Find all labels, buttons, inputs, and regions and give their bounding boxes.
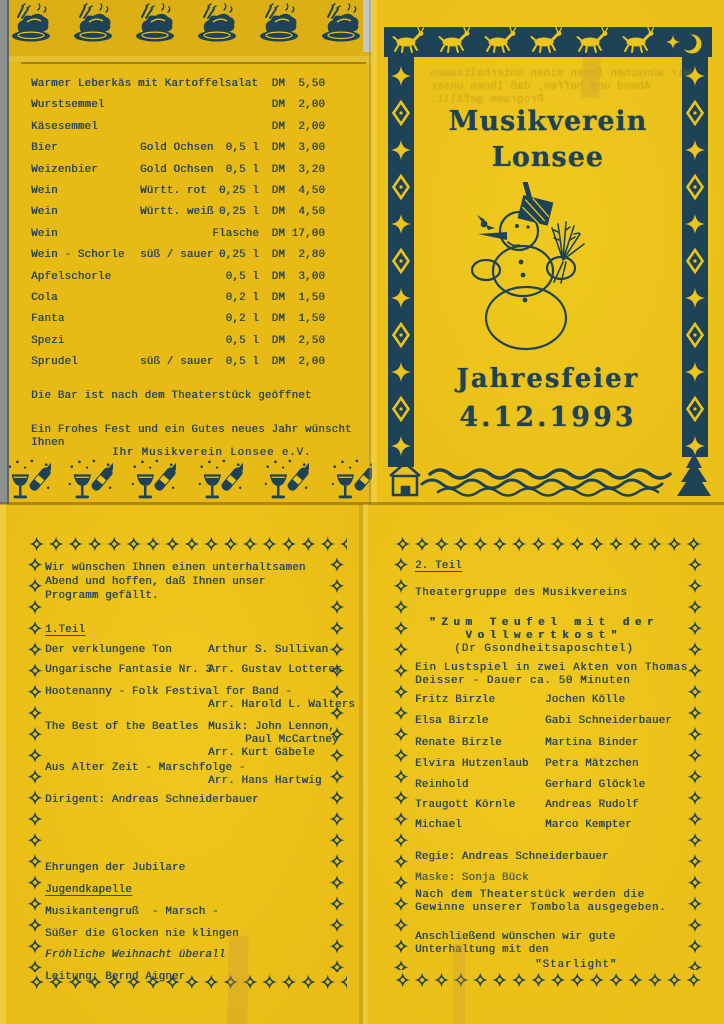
champagne-icon [330,459,372,504]
program1-page [0,504,362,1024]
conductor-line: Dirigent: Andreas Schneiderbauer [45,794,259,806]
menu-row: Sprudel süß / sauer 0,5 l DM 2,00 [31,356,325,368]
closing-line: Unterhaltung mit den [415,944,549,956]
cast-actor: Petra Mätzchen [545,758,639,770]
play-note: (Dr Gsondheitsaposchtel) [454,643,634,655]
piece-credit: Arr. Kurt Gäbele [208,747,315,759]
piece-credit: Arr. Hans Hartwig [208,775,322,787]
cast-actor: Martina Binder [545,737,639,749]
piece-credit: Arr. Gustav Lotterer [208,664,342,676]
piece-title: Hootenanny - Folk Festival for Band - [45,686,293,698]
intro-line: Abend und hoffen, daß Ihnen unser [45,576,266,588]
roast-turkey-icon [317,3,363,43]
menu-row: Warmer Leberkäs mit Kartoffelsalat DM 5,50 [31,78,325,90]
bleed-through-text: Wir wünschen Ihnen einen unterhaltsamen [430,68,691,80]
piece-title: Der verklungene Ton [45,644,172,656]
champagne-icon [9,459,51,504]
pot-hat [515,182,558,226]
piece-title: Aus Alter Zeit - Marschfolge - [45,762,246,774]
greeting-line1: Ein Frohes Fest und ein Gutes neues Jahr wünscht [31,424,352,436]
cast-role: Traugott Körnle [415,799,516,811]
piece-credit: Musik: John Lennon, [208,721,335,733]
cast-role: Elsa Birzle [415,715,489,727]
cover-title-line1: Musikverein [448,106,648,137]
roast-turkey-icon [255,3,301,43]
menu-row: Fanta 0,2 l DM 1,50 [31,313,325,325]
section-title: 2. Teil [415,560,462,572]
piece-credit: Arthur S. Sullivan [208,644,329,656]
cast-actor: Gerhard Glöckle [545,779,646,791]
cover-date: 4.12.1993 [459,402,637,433]
play-desc-line: Deisser - Dauer ca. 50 Minuten [415,675,631,687]
champagne-icon [67,459,113,504]
youth-piece: Fröhliche Weihnacht überall [45,949,226,961]
honors-line: Ehrungen der Jubilare [45,862,186,874]
youth-leader-line: Leitung: Bernd Aigner [45,971,186,983]
cast-actor: Andreas Rudolf [545,799,639,811]
tombola-line: Gewinne unserer Tombola ausgegeben. [415,902,667,914]
bird-icon [477,215,495,230]
cover-page [372,0,724,504]
menu-row: Cola 0,2 l DM 1,50 [31,292,325,304]
roast-turkey-icon [69,3,115,43]
piece-title: The Best of the Beatles [45,721,199,733]
band-name: "Starlight" [535,959,618,971]
signature: Ihr Musikverein Lonsee e.V. [112,447,312,459]
cast-actor: Marco Kempter [545,819,632,831]
house-icon [390,463,420,495]
intro-line: Programm gefällt. [45,590,159,602]
youth-piece: Süßer die Glocken nie klingen [45,928,239,940]
play-desc-line: Ein Lustspiel in zwei Akten von Thomas [415,662,688,674]
roast-turkey-icon [9,3,53,43]
tombola-line: Nach dem Theaterstück werden die [415,889,645,901]
bleed-through-text: Abend und hoffen, daß Ihnen unser [430,81,651,93]
closing-line: Anschließend wünschen wir gute [415,931,616,943]
program2-page [362,504,724,1024]
piece-credit: Paul McCartney [245,734,339,746]
youth-piece: Musikantengruß - Marsch - [45,906,219,918]
group-line: Theatergruppe des Musikvereins [415,587,628,599]
wave-border [422,470,670,496]
cast-role: Elvira Hutzenlaub [415,758,529,770]
menu-row: Weizenbier Gold Ochsen 0,5 l DM 3,20 [31,164,325,176]
intro-line: Wir wünschen Ihnen einen unterhaltsamen [45,562,306,574]
menu-row: Apfelschorle 0,5 l DM 3,00 [31,271,325,283]
menu-row: Wein Flasche DM 17,00 [31,228,325,240]
cast-role: Fritz Birzle [415,694,496,706]
frame-right-band [682,57,708,457]
champagne-icon [263,459,309,504]
menu-row: Bier Gold Ochsen 0,5 l DM 3,00 [31,142,325,154]
cast-role: Reinhold [415,779,469,791]
champagne-icon [197,459,243,504]
reindeer-border [388,27,660,57]
carrot-nose [478,232,507,240]
cast-actor: Jochen Kölle [545,694,626,706]
roast-turkey-icon [193,3,239,43]
section-title: 1.Teil [45,624,86,636]
menu-row: Wein Württ. weiß 0,25 l DM 4,50 [31,206,325,218]
frame-left-band [388,57,414,467]
roast-turkey-icon [131,3,177,43]
cover-event: Jahresfeier [456,364,640,394]
cast-actor: Gabi Schneiderbauer [545,715,672,727]
piece-title: Ungarische Fantasie Nr. 3 [45,664,212,676]
wheat-bundle [552,222,584,283]
paper-fold-line [21,62,366,64]
director-line: Regie: Andreas Schneiderbauer [415,851,609,863]
bar-note: Die Bar ist nach dem Theaterstück geöffnet [31,390,312,402]
piece-credit: Arr. Harold L. Walters [208,699,355,711]
youth-band-title: Jugendkapelle [45,884,132,896]
fir-tree-icon [677,453,711,496]
snowman-illustration [462,182,602,357]
menu-row: Wein - Schorle süß / sauer 0,25 l DM 2,80 [31,249,325,261]
play-title-line1: "Zum Teufel mit der [429,617,659,629]
makeup-line: Maske: Sonja Bück [415,872,529,884]
menu-row: Wein Württ. rot 0,25 l DM 4,50 [31,185,325,197]
menu-page [9,0,372,504]
bleed-through-text: Programm gefällt. [430,94,544,106]
scanner-edge [0,0,9,504]
menu-row: Spezi 0,5 l DM 2,50 [31,335,325,347]
cover-title-line2: Lonsee [491,142,605,173]
menu-row: Wurstsemmel DM 2,00 [31,99,325,111]
greeting-line2: Ihnen [31,437,65,449]
cast-role: Renate Birzle [415,737,502,749]
menu-row: Käsesemmel DM 2,00 [31,121,325,133]
champagne-icon [130,459,176,504]
cast-role: Michael [415,819,462,831]
play-title-line2: Vollwertkost" [465,630,623,642]
